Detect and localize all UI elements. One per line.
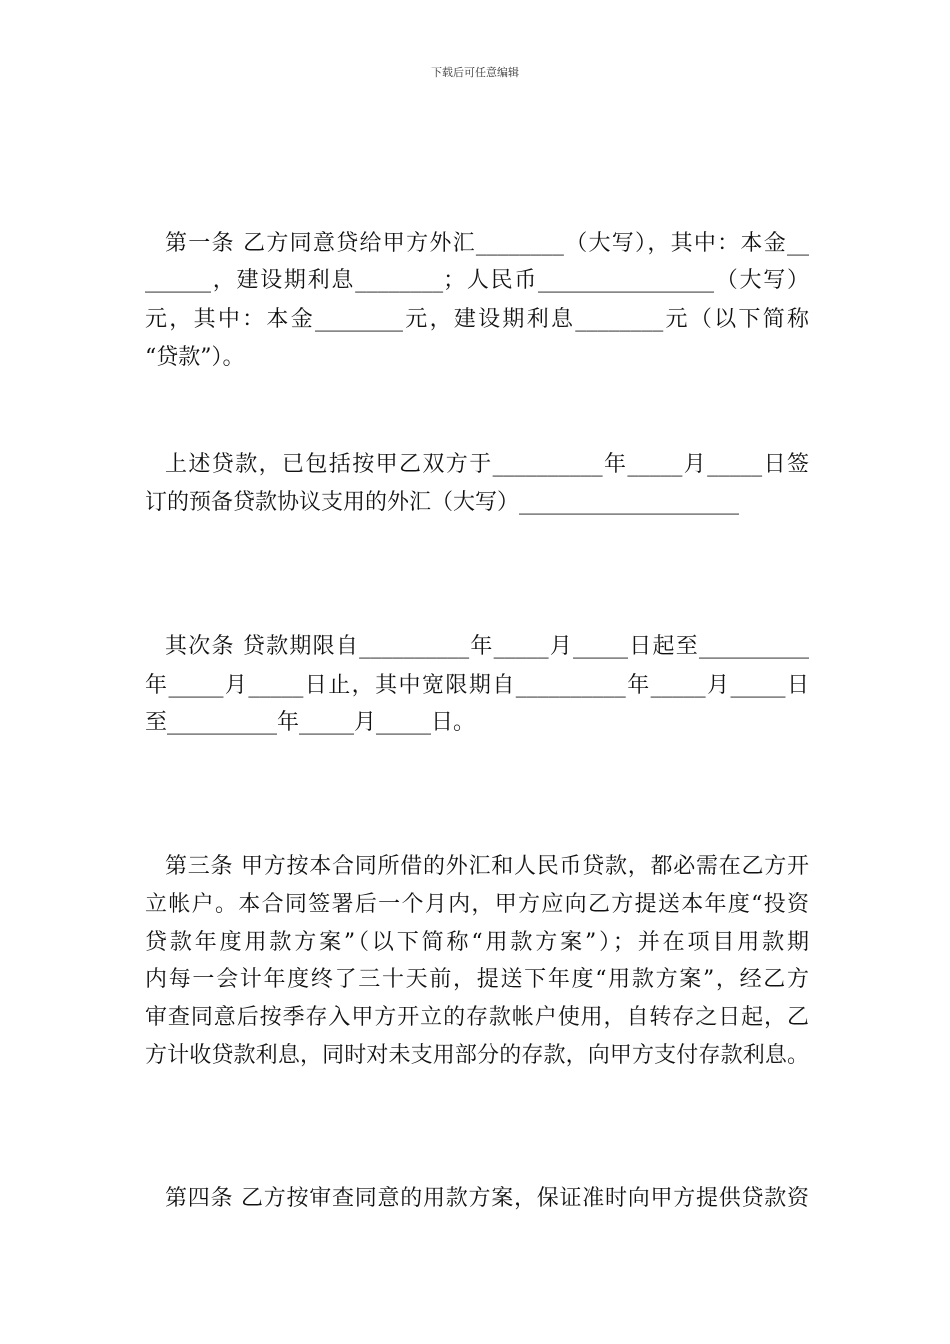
article-3-line-3: 贷款年度用款方案”（以下简称“用款方案”）；并在项目用款期	[145, 930, 809, 955]
article-3-line-5: 审查同意后按季存入甲方开立的存款帐户使用，自转存之日起，乙	[145, 1005, 809, 1030]
article-3-line-2: 立帐户。本合同签署后一个月内，甲方应向乙方提送本年度“投资	[145, 892, 809, 917]
loan-includes-line-2: 订的预备贷款协议支用的外汇（大写）____________________	[145, 490, 740, 515]
article-2-line-3: 至__________年_____月_____日。	[145, 710, 476, 735]
article-4-line-1: 第四条 乙方按审查同意的用款方案，保证准时向甲方提供贷款资	[165, 1186, 809, 1211]
article-3-line-6: 方计收贷款利息，同时对未支用部分的存款，向甲方支付存款利息。	[145, 1043, 809, 1068]
article-1-line-2: ______，建设期利息________；人民币________________（大写）	[145, 268, 809, 293]
article-3-line-1: 第三条 甲方按本合同所借的外汇和人民币贷款，都必需在乙方开	[165, 854, 809, 879]
article-1-line-1: 第一条 乙方同意贷给甲方外汇________（大写），其中：本金__	[165, 231, 809, 256]
article-2-line-2: 年_____月_____日止，其中宽限期自__________年_____月_____日	[145, 673, 809, 698]
article-3-line-4: 内每一会计年度终了三十天前，提送下年度“用款方案”，经乙方	[145, 967, 809, 992]
article-1-line-3: 元，其中：本金________元，建设期利息________元（以下简称	[145, 307, 809, 332]
loan-includes-line-1: 上述贷款，已包括按甲乙双方于__________年_____月_____日签	[165, 452, 809, 477]
article-2-line-1: 其次条 贷款期限自__________年_____月_____日起至__________	[165, 634, 809, 659]
page-header: 下载后可任意编辑	[431, 66, 519, 79]
article-1-line-4: “贷款”）。	[145, 345, 245, 370]
